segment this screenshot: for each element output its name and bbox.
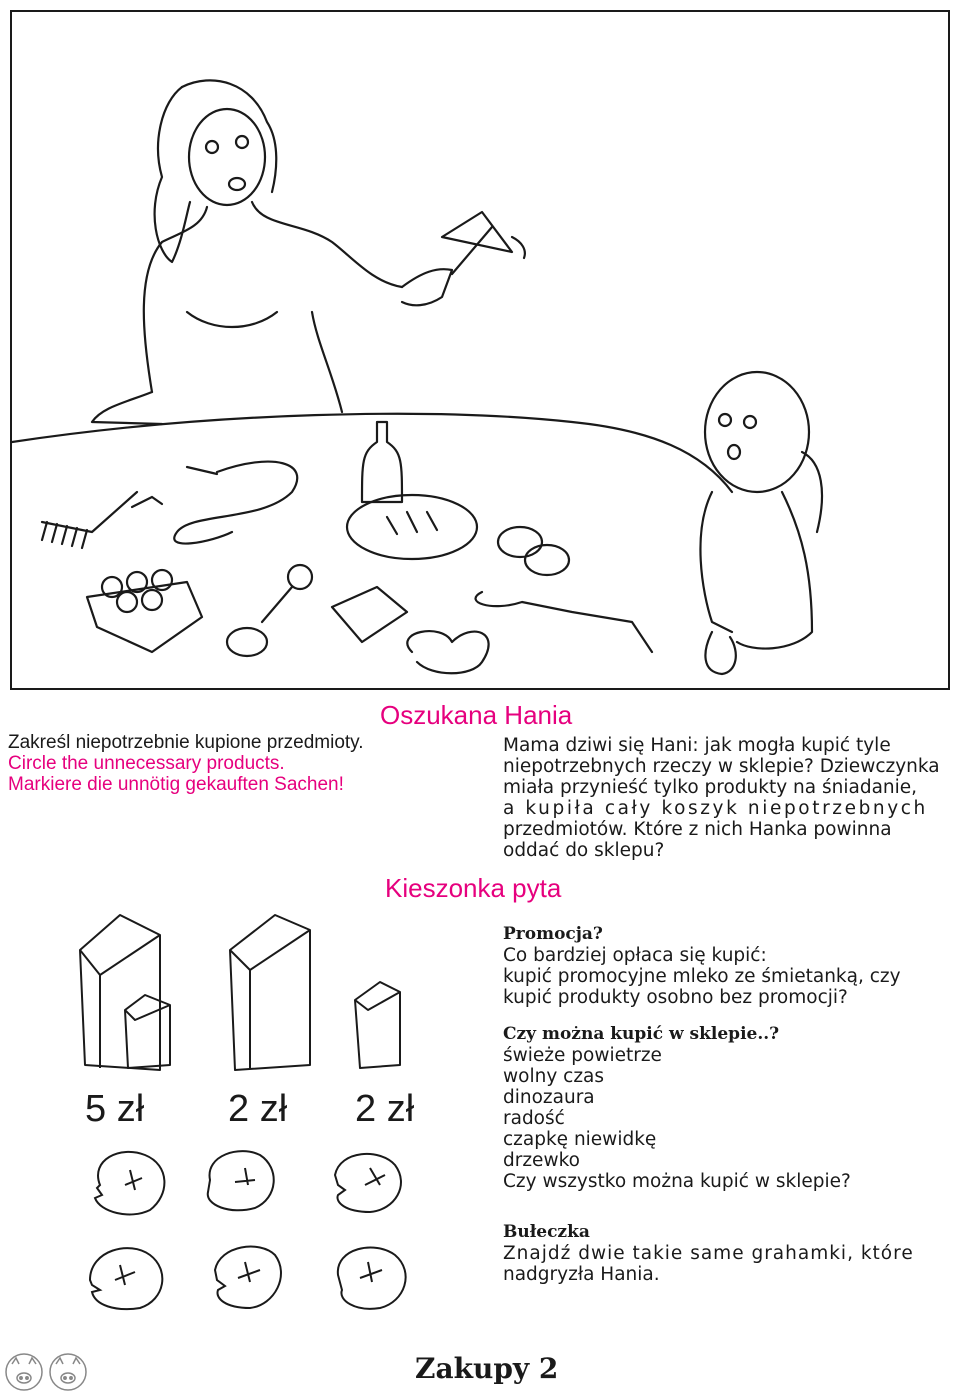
table-items — [42, 422, 652, 673]
shop-item: czapkę niewidkę — [503, 1129, 657, 1150]
story-line: przedmiotów. Które z nich Hanka powinna — [503, 819, 892, 840]
story-line: oddać do sklepu? — [503, 840, 665, 861]
promo-heading: Promocja? — [503, 924, 603, 944]
section-title-kieszonka-pyta: Kieszonka pyta — [385, 873, 562, 903]
piggy-bank-icon — [48, 1352, 88, 1392]
illustration-panel — [10, 10, 950, 690]
bun-icon — [90, 1248, 162, 1309]
bun-heading: Bułeczka — [503, 1222, 590, 1242]
price-label: 2 zł — [355, 1088, 415, 1130]
section-title-oszukana-hania: Oszukana Hania — [380, 700, 573, 730]
story-line: miała przynieść tylko produkty na śniadanie, — [503, 777, 918, 798]
table — [12, 414, 732, 492]
cocktail-umbrella — [442, 212, 525, 274]
promo-block — [503, 924, 901, 1008]
shop-item: świeże powietrze — [503, 1045, 662, 1066]
piggy-bank-icon — [4, 1352, 44, 1392]
promo-line: Co bardziej opłaca się kupić: — [503, 945, 767, 966]
promo-line: kupić produkty osobno bez promocji? — [503, 987, 848, 1008]
bun-icon — [338, 1248, 406, 1309]
bun-icon — [208, 1151, 274, 1210]
shop-heading: Czy można kupić w sklepie..? — [503, 1024, 780, 1044]
story-line: niepotrzebnych rzeczy w sklepie? Dziewczynka — [503, 756, 940, 777]
bun-block — [503, 1222, 914, 1285]
price-label: 2 zł — [228, 1088, 288, 1130]
shop-question: Czy wszystko można kupić w sklepie? — [503, 1171, 851, 1192]
page-title: Zakupy 2 — [415, 1352, 559, 1385]
task-pl: Zakreśl niepotrzebnie kupione przedmioty. — [8, 732, 364, 753]
bun-line: nadgryzła Hania. — [503, 1264, 660, 1285]
shop-item: drzewko — [503, 1150, 580, 1171]
bun-icon — [335, 1154, 401, 1212]
price-label: 5 zł — [85, 1088, 145, 1130]
story-line: Mama dziwi się Hani: jak mogła kupić tyle — [503, 735, 891, 756]
shop-block — [503, 1024, 851, 1192]
mother-figure — [92, 80, 452, 424]
bun-icon — [95, 1152, 164, 1215]
shop-item: dinozaura — [503, 1087, 595, 1108]
bun-icon — [215, 1247, 281, 1308]
story-paragraph — [503, 735, 940, 861]
girl-figure — [700, 372, 822, 674]
story-line: a kupiła cały koszyk niepotrzebnych — [503, 798, 928, 819]
promo-line: kupić promocyjne mleko ze śmietanką, czy — [503, 966, 901, 987]
task-de: Markiere die unnötig gekauften Sachen! — [8, 774, 344, 795]
shop-item: radość — [503, 1108, 565, 1129]
shop-item: wolny czas — [503, 1066, 605, 1087]
bun-line: Znajdź dwie takie same grahamki, które — [503, 1243, 914, 1264]
graham-buns-illustration — [80, 1140, 440, 1320]
task-en: Circle the unnecessary products. — [8, 753, 285, 774]
task-instructions — [8, 732, 364, 795]
milk-cartons-illustration — [70, 910, 430, 1080]
